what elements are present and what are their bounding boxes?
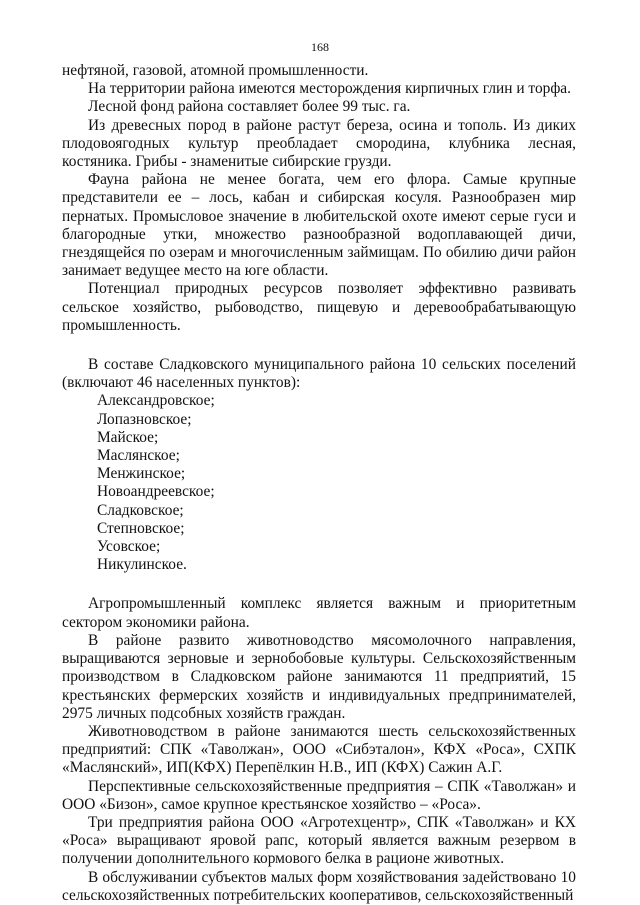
page-number: 168 xyxy=(311,40,329,54)
paragraph-gap xyxy=(62,574,576,595)
paragraph-cooperatives: В обслуживании субъектов малых форм хозяйствования задействовано 10 сельскохозяйственных потребительских кооперативов, сельскохозяйственный xyxy=(62,868,576,904)
paragraph-flora: Из древесных пород в районе растут береза, осина и тополь. Из диких плодовоягодных культур преобладает смородина, клубника лесная, костяника. Грибы - знаменитые сибирские грузди. xyxy=(62,116,576,171)
document-body xyxy=(62,62,576,905)
settlements-list xyxy=(62,392,576,574)
paragraph-continuation: нефтяной, газовой, атомной промышленности. xyxy=(62,62,369,79)
settlement-item: Майское; xyxy=(97,428,159,446)
paragraph-prospective-enterprises: Перспективные сельскохозяйственные предприятия – СПК «Таволжан» и ООО «Бизон», самое крупное крестьянское хозяйство – «Роса». xyxy=(62,777,576,813)
settlement-item: Новоандреевское; xyxy=(97,483,215,501)
paragraph-settlements-intro: В составе Сладковского муниципального района 10 сельских поселений (включают 46 населенных пунктов): xyxy=(62,356,576,392)
paragraph-rapeseed: Три предприятия района ООО «Агротехцентр», СПК «Таволжан» и КХ «Роса» выращивают яровой рапс, который является важным резервом в получении дополнительного кормового белка в рационе животных. xyxy=(62,813,576,868)
paragraph-forest-fund: Лесной фонд района составляет более 99 тыс. га. xyxy=(88,98,411,116)
settlement-item: Никулинское. xyxy=(97,556,187,574)
settlement-item: Александровское; xyxy=(97,392,215,410)
settlement-item: Маслянское; xyxy=(97,447,180,465)
settlement-item: Лопазновское; xyxy=(97,410,192,428)
paragraph-agro-complex: Агропромышленный комплекс является важным и приоритетным сектором экономики района. xyxy=(62,595,576,631)
paragraph-resources: Потенциал природных ресурсов позволяет эффективно развивать сельское хозяйство, рыбоводство, пищевую и деревообрабатывающую промышленность. xyxy=(62,280,576,334)
settlement-item: Сладковское; xyxy=(97,501,184,519)
settlement-item: Усовское; xyxy=(97,538,161,556)
paragraph-livestock-enterprises: Животноводством в районе занимаются шесть сельскохозяйственных предприятий: СПК «Таволжан», ООО «Сибэталон», КФХ «Роса», СХПК «Маслянский», ИП(КФХ) Перепёлкин Н.В., ИП (КФХ) Сажин А.Г. xyxy=(62,722,576,777)
settlement-item: Степновское; xyxy=(97,519,185,537)
paragraph-fauna: Фауна района не менее богата, чем его флора. Самые крупные представители ее – лось, кабан и сибирская косуля. Разнообразен мир пернатых. Промысловое значение в любительской охоте имеют серые гуси и благородные утки, множество разнообразной водоплавающей дичи, гнездящейся по озерам и многочисленным займищам. По обилию дичи район занимает ведущее место на юге области. xyxy=(62,171,576,280)
paragraph-gap xyxy=(62,335,576,356)
settlement-item: Менжинское; xyxy=(97,465,186,483)
paragraph-deposits: На территории района имеются месторождения кирпичных глин и торфа. xyxy=(88,80,571,98)
paragraph-livestock-crops: В районе развито животноводство мясомолочного направления, выращиваются зерновые и зернобобовые культуры. Сельскохозяйственным производством в Сладковском районе занимаются 11 предприятий, 15 крестьянских фермерских хозяйств и индивидуальных предпринимателей, 2975 личных подсобных хозяйств граждан. xyxy=(62,631,576,722)
